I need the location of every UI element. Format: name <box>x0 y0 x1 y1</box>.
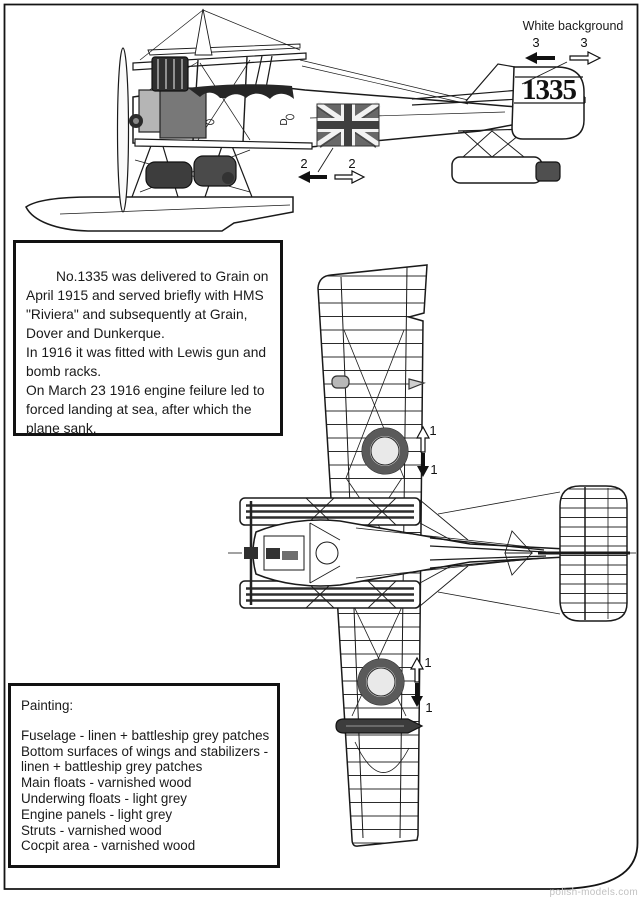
serial-number-text: 1335 <box>522 74 576 106</box>
painting-line: Cocpit area - varnished wood <box>21 838 196 854</box>
arrow-2-left-icon <box>298 171 327 183</box>
underwing-float-upper <box>332 376 349 388</box>
fuselage-letter: D <box>279 118 290 126</box>
history-line: April 1915 and served briefly with HMS <box>26 288 264 303</box>
watermark: polish-models.com <box>549 887 638 898</box>
arrow-3-left-icon <box>525 52 555 64</box>
callout-2 <box>298 148 364 183</box>
history-line: plane sank. <box>26 421 97 436</box>
painting-line: Main floats - varnished wood <box>21 775 192 791</box>
rudder <box>512 67 584 139</box>
arrow-1-lower-bottom-label: 1 <box>425 700 433 715</box>
history-line: Dover and Dunkerque. <box>26 326 165 341</box>
white-background-label: White background <box>522 19 624 33</box>
history-note-box <box>13 240 283 436</box>
painting-line: Fuselage - linen + battleship grey patches <box>21 727 270 743</box>
history-line: forced landing at sea, after which the <box>26 402 252 417</box>
arrow-1-upper-top-label: 1 <box>429 423 437 438</box>
arrow-1-lower-top-label: 1 <box>424 655 432 670</box>
painting-notes-box <box>8 683 280 868</box>
float-struts <box>132 143 252 197</box>
roundel-upper <box>362 428 408 474</box>
painting-line: Struts - varnished wood <box>21 822 162 838</box>
painting-line: Engine panels - light grey <box>21 806 173 822</box>
painting-title: Painting: <box>21 698 74 713</box>
roundel-lower <box>358 659 404 705</box>
plan-view-drawing <box>228 265 636 846</box>
side-view-drawing <box>26 9 600 231</box>
underwing-float-lower <box>336 719 422 733</box>
arrow-2-right-icon <box>335 171 364 183</box>
history-line: On March 23 1916 engine feilure led to <box>26 383 265 398</box>
arrow-3-left-label: 3 <box>532 35 540 50</box>
arrow-1-upper-bottom-label: 1 <box>430 462 438 477</box>
painting-line: linen + battleship grey patches <box>21 759 203 775</box>
history-line: In 1916 it was fitted with Lewis gun and <box>26 345 267 360</box>
arrow-2-right-label: 2 <box>348 156 356 171</box>
main-float-side <box>26 197 293 231</box>
history-line: bomb racks. <box>26 364 102 379</box>
arrow-2-left-label: 2 <box>300 156 308 171</box>
history-line: No.1335 was delivered to Grain on <box>56 269 269 284</box>
painting-line: Bottom surfaces of wings and stabilizers - <box>21 743 269 759</box>
painting-line: Underwing floats - light grey <box>21 790 187 806</box>
union-jack-icon <box>317 104 379 147</box>
history-line: "Riviera" and subsequently at Grain, <box>26 307 248 322</box>
arrow-3-right-label: 3 <box>580 35 588 50</box>
arrow-3-right-icon <box>570 52 600 64</box>
